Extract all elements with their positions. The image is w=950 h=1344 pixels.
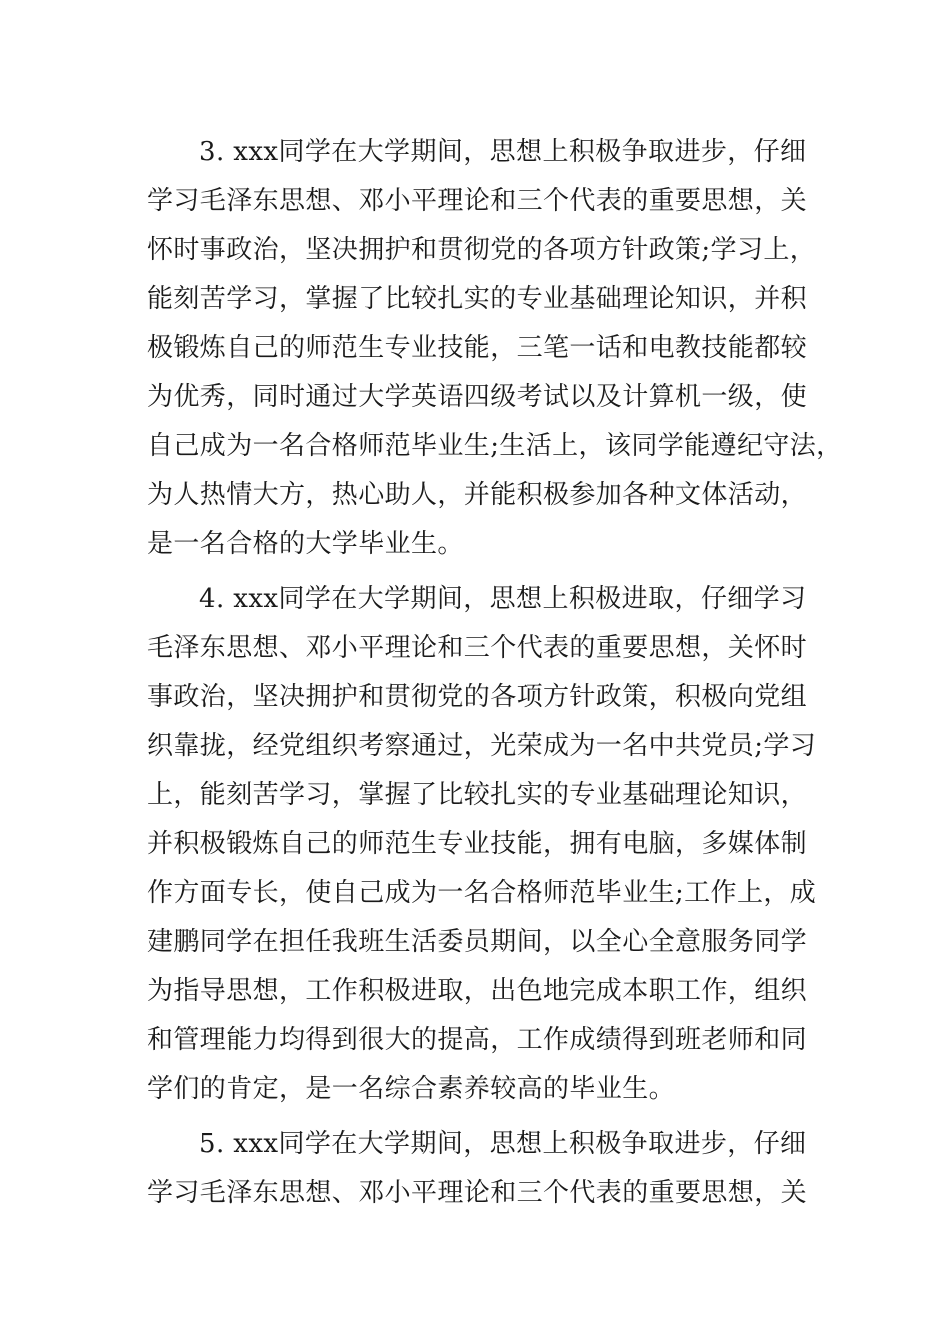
text-line: 自己成为一名合格师范毕业生;生活上，该同学能遵纪守法， xyxy=(147,431,843,461)
text-line: 3. xxx同学在大学期间，思想上积极争取进步，仔细 xyxy=(199,137,807,167)
text-line: 学们的肯定，是一名综合素养较高的毕业生。 xyxy=(147,1074,676,1104)
text-line: 为指导思想，工作积极进取，出色地完成本职工作，组织 xyxy=(147,976,808,1006)
text-line: 能刻苦学习，掌握了比较扎实的专业基础理论知识，并积 xyxy=(147,284,808,314)
text-line: 5. xxx同学在大学期间，思想上积极争取进步，仔细 xyxy=(199,1129,807,1159)
text-line: 建鹏同学在担任我班生活委员期间，以全心全意服务同学 xyxy=(147,927,808,957)
text-line: 学习毛泽东思想、邓小平理论和三个代表的重要思想，关 xyxy=(147,1178,808,1208)
text-line: 和管理能力均得到很大的提高，工作成绩得到班老师和同 xyxy=(147,1025,808,1055)
text-line: 4. xxx同学在大学期间，思想上积极进取，仔细学习 xyxy=(199,584,807,614)
text-line: 并积极锻炼自己的师范生专业技能，拥有电脑，多媒体制 xyxy=(147,829,808,859)
text-line: 学习毛泽东思想、邓小平理论和三个代表的重要思想，关 xyxy=(147,186,808,216)
text-line: 上，能刻苦学习，掌握了比较扎实的专业基础理论知识， xyxy=(147,780,808,810)
text-line: 为优秀，同时通过大学英语四级考试以及计算机一级，使 xyxy=(147,382,808,412)
text-line: 毛泽东思想、邓小平理论和三个代表的重要思想，关怀时 xyxy=(147,633,808,663)
text-line: 事政治，坚决拥护和贯彻党的各项方针政策，积极向党组 xyxy=(147,682,808,712)
text-line: 极锻炼自己的师范生专业技能，三笔一话和电教技能都较 xyxy=(147,333,808,363)
text-line: 怀时事政治，坚决拥护和贯彻党的各项方针政策;学习上， xyxy=(147,235,817,265)
text-line: 作方面专长，使自己成为一名合格师范毕业生;工作上，成 xyxy=(147,878,817,908)
text-line: 织靠拢，经党组织考察通过，光荣成为一名中共党员;学习 xyxy=(147,731,817,761)
text-line: 为人热情大方，热心助人，并能积极参加各种文体活动， xyxy=(147,480,808,510)
text-line: 是一名合格的大学毕业生。 xyxy=(147,529,464,559)
